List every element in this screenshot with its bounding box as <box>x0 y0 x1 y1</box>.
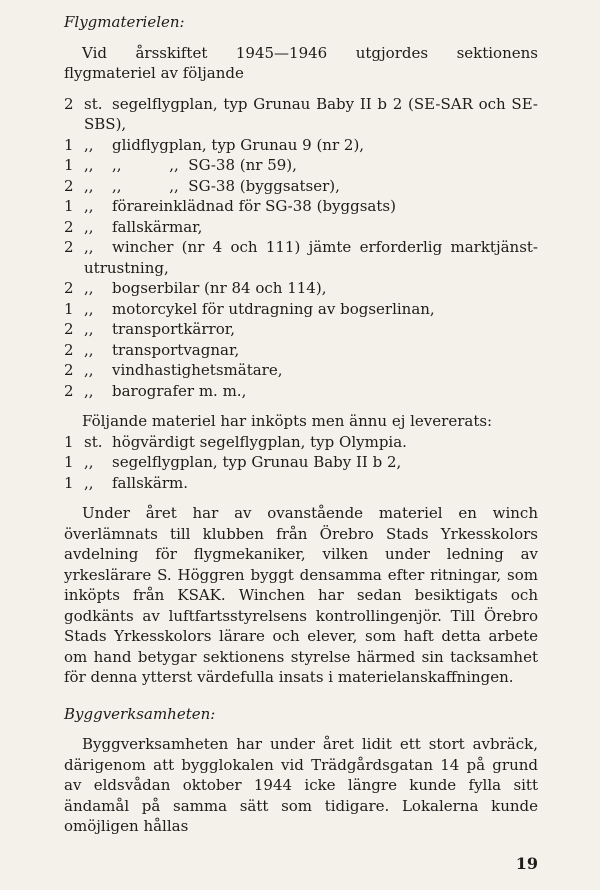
list-item: 1 ,, segelflygplan, typ Grunau Baby II b 2, <box>64 453 402 471</box>
list-item: 2 ,, ,, ,, SG-38 (byggsatser), <box>64 176 340 195</box>
list-item: 2 ,, transportvagnar, <box>64 340 240 359</box>
list-item: 2 st. segelflygplan, typ Grunau Baby II b 2 (SE-SAR och SE-SBS), <box>64 94 538 133</box>
list-item: 1 ,, ,, ,, SG-38 (nr 59), <box>64 156 297 174</box>
materiel-list <box>64 94 538 402</box>
list-item: 2 ,, barografer m. m., <box>64 381 247 400</box>
section-heading-flygmaterielen: Flygmaterielen: <box>64 13 185 31</box>
list-item: 2 ,, vindhastighetsmätare, <box>64 361 283 379</box>
list-item: 2 ,, wincher (nr 4 och 111) jämte erforderlig marktjänst-utrustning, <box>64 238 538 277</box>
section-heading-byggverksamheten: Byggverksamheten: <box>64 704 216 723</box>
ordered-list <box>64 432 538 494</box>
list-item: 1 st. högvärdigt segelflygplan, typ Olympia. <box>64 432 407 451</box>
byggverksamheten-paragraph: Byggverksamheten har under året lidit ett stort avbräck, därigenom att bygglokalen vid Trädgårdsgatan 14 på grund av eldsvådan oktober 1944 icke längre kunde fylla sitt ändamål på samma sätt som tidigare. Lokalerna kunde omöjligen hållas <box>64 735 538 835</box>
ordered-intro-paragraph: Följande materiel har inköpts men ännu ej levererats: <box>82 412 493 430</box>
page-number: 19 <box>515 853 538 873</box>
list-item: 2 ,, transportkärror, <box>64 320 236 338</box>
list-item: 1 ,, glidflygplan, typ Grunau 9 (nr 2), <box>64 135 365 154</box>
list-item: 2 ,, fallskärmar, <box>64 217 203 236</box>
list-item: 1 ,, förareinklädnad för SG-38 (byggsats) <box>64 197 396 215</box>
intro-paragraph: Vid årsskiftet 1945—1946 utgjordes sektionens flygmateriel av följande <box>64 43 538 82</box>
list-item: 2 ,, bogserbilar (nr 84 och 114), <box>64 279 327 297</box>
winch-paragraph: Under året har av ovanstående materiel en winch överlämnats till klubben från Örebro Stads Yrkesskolors avdelning för flygmekaniker, vilken under ledning av yrkeslärare S. Höggren byggt densamma efter ritningar, som inköpts från KSAK. Winchen har sedan besiktigats och godkänts av luftfartsstyrelsens kontrollingenjör. Till Örebro Stads Yrkesskolors lärare och elever, som haft detta arbete om hand betygar sektionens styrelse härmed sin tacksamhet för denna ytterst värdefulla insats i materielanskaffningen. <box>64 504 538 686</box>
list-item: 1 ,, motorcykel för utdragning av bogserlinan, <box>64 299 435 318</box>
list-item: 1 ,, fallskärm. <box>64 473 188 492</box>
